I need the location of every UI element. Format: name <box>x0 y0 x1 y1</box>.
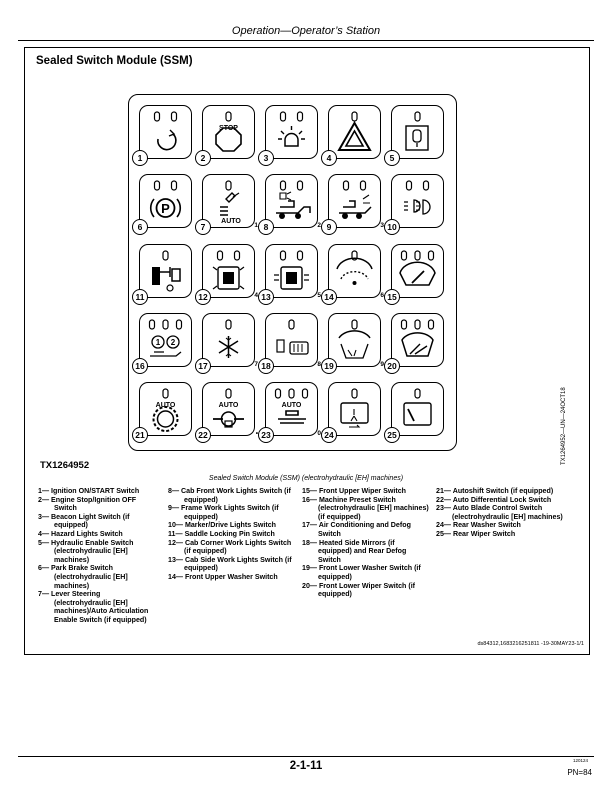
switch-number: 21 <box>132 427 148 443</box>
legend-item: 16— Machine Preset Switch (electrohydraulic [EH] machines) (if equipped) <box>302 495 429 521</box>
section-title: Sealed Switch Module (SSM) <box>36 55 193 67</box>
switch-position-number: 2 <box>317 222 321 229</box>
switch-4[interactable] <box>326 105 381 163</box>
svg-text:P: P <box>161 201 170 216</box>
switch-19[interactable] <box>324 313 384 371</box>
front-upper-wiper-icon <box>392 245 443 297</box>
legend-item: 21— Autoshift Switch (if equipped) <box>436 487 554 495</box>
legend-item: 13— Cab Side Work Lights Switch (if equipped) <box>168 555 292 573</box>
legend-column-2 <box>168 487 296 582</box>
switch-number: 5 <box>384 150 400 166</box>
legend-column-1 <box>38 487 158 625</box>
switch-15[interactable] <box>387 244 444 302</box>
switch-number: 11 <box>132 289 148 305</box>
legend-item: 3— Beacon Light Switch (if equipped) <box>38 512 130 530</box>
switch-position-number: 8 <box>317 361 321 368</box>
air-conditioning-icon <box>203 314 254 366</box>
switch-10[interactable] <box>387 174 444 232</box>
switch-11[interactable] <box>135 244 192 302</box>
document-reference: ds84312,1683216251811 -19-30MAY23-1/1 <box>477 641 584 647</box>
switch-position-number: 9 <box>380 361 384 368</box>
stop-icon <box>203 106 254 158</box>
cab-side-light-icon <box>266 245 317 297</box>
switch-number: 4 <box>321 150 337 166</box>
legend-item: 6— Park Brake Switch (electrohydraulic [EH] machines) <box>38 564 128 590</box>
legend-item: 14— Front Upper Washer Switch <box>168 572 278 581</box>
svg-text:2: 2 <box>170 338 176 347</box>
header-rule <box>18 40 594 41</box>
heated-mirror-defog-icon <box>266 314 317 366</box>
switch-number: 10 <box>384 219 400 235</box>
footer-rule <box>18 756 594 757</box>
page-number: 2-1-11 <box>289 760 323 772</box>
switch-1[interactable] <box>137 105 192 163</box>
legend-item: 1— Ignition ON/START Switch <box>38 487 140 495</box>
figure-side-label: TX1264952—UN—24OCT18 <box>561 387 567 465</box>
front-lower-washer-icon <box>329 314 380 366</box>
legend-item: 7— Lever Steering (electrohydraulic [EH] machines)/Auto Articulation Enable Switch (if equipped) <box>38 590 149 624</box>
legend-item: 24— Rear Washer Switch <box>436 521 521 530</box>
switch-position-number: 6 <box>380 292 384 299</box>
park-brake-icon <box>140 175 191 227</box>
switch-position-number: 5 <box>317 292 321 299</box>
part-number: PN=84 <box>567 768 592 777</box>
legend-item: 9— Frame Work Lights Switch (if equipped) <box>168 504 279 521</box>
legend-item: 10— Marker/Drive Lights Switch <box>168 521 277 530</box>
switch-2[interactable] <box>200 105 255 163</box>
power-arrow-icon <box>140 106 191 158</box>
legend-item: 15— Front Upper Wiper Switch <box>302 487 406 495</box>
switch-24[interactable] <box>324 382 381 440</box>
switch-number: 1 <box>132 150 148 166</box>
legend-item: 20— Front Lower Wiper Switch (if equipped) <box>302 581 416 599</box>
footer-date: 120124 <box>572 758 588 763</box>
switch-14[interactable] <box>324 244 384 302</box>
front-lower-wiper-icon <box>392 314 443 366</box>
switch-21[interactable] <box>135 382 192 440</box>
switch-16[interactable] <box>135 313 192 371</box>
switch-position-number: 0 <box>317 430 321 437</box>
differential-lock-icon <box>203 383 254 435</box>
switch-number: 15 <box>384 289 400 305</box>
legend-item: 23— Auto Blade Control Switch (electrohydraulic [EH] machines) <box>436 504 563 521</box>
rear-washer-icon <box>329 383 380 435</box>
switch-6[interactable] <box>137 174 192 232</box>
legend-item: 22— Auto Differential Lock Switch <box>436 495 552 504</box>
marker-drive-light-icon <box>392 175 443 227</box>
switch-7[interactable] <box>200 174 258 232</box>
legend-item: 25— Rear Wiper Switch <box>436 529 516 538</box>
machine-preset-icon <box>140 314 191 366</box>
switch-number: 23 <box>258 427 274 443</box>
switch-13[interactable] <box>261 244 321 302</box>
switch-22-text: AUTO <box>218 402 239 409</box>
legend-item: 5— Hydraulic Enable Switch (electrohydraulic [EH] machines) <box>38 538 134 564</box>
switch-position-number: • <box>255 430 258 437</box>
legend-item: 17— Air Conditioning and Defog Switch <box>302 521 411 538</box>
legend-item: 12— Cab Corner Work Lights Switch (if equipped) <box>168 538 292 556</box>
legend-item: 2— Engine Stop/Ignition OFF Switch <box>38 495 137 513</box>
legend-column-3 <box>302 487 430 599</box>
cab-front-work-light-icon <box>266 175 317 227</box>
switch-number: 14 <box>321 289 337 305</box>
switch-8[interactable] <box>263 174 321 232</box>
switch-number: 25 <box>384 427 400 443</box>
switch-12[interactable] <box>198 244 258 302</box>
switch-17[interactable] <box>198 313 258 371</box>
figure-id: TX1264952 <box>40 460 90 471</box>
lever-steering-icon <box>203 175 254 227</box>
svg-text:1: 1 <box>155 338 161 347</box>
switch-position-number: 3 <box>380 222 384 229</box>
saddle-lock-pin-icon <box>140 245 191 297</box>
switch-number: 12 <box>195 289 211 305</box>
switch-number: 6 <box>132 219 148 235</box>
switch-number: 24 <box>321 427 337 443</box>
figure-caption: Sealed Switch Module (SSM) (electrohydraulic [EH] machines) <box>208 475 404 482</box>
switch-9[interactable] <box>326 174 384 232</box>
legend-column-4 <box>436 487 580 539</box>
switch-position-number: 1 <box>254 222 258 229</box>
running-header: Operation—Operator’s Station <box>231 25 381 37</box>
switch-number: 13 <box>258 289 274 305</box>
front-upper-washer-icon <box>329 245 380 297</box>
hazard-triangle-icon <box>329 106 380 158</box>
switch-number: 20 <box>384 358 400 374</box>
switch-number: 19 <box>321 358 337 374</box>
legend-item: 19— Front Lower Washer Switch (if equipped) <box>302 564 421 581</box>
legend-item: 11— Saddle Locking Pin Switch <box>168 529 275 538</box>
switch-number: 8 <box>258 219 274 235</box>
switch-number: 17 <box>195 358 211 374</box>
switch-number: 3 <box>258 150 274 166</box>
switch-number: 2 <box>195 150 211 166</box>
hydraulic-enable-icon <box>392 106 443 158</box>
rear-wiper-icon <box>392 383 443 435</box>
switch-20[interactable] <box>387 313 444 371</box>
legend-item: 4— Hazard Lights Switch <box>38 529 123 538</box>
legend-item: 8— Cab Front Work Lights Switch (if equipped) <box>168 487 291 504</box>
switch-position-number: 4 <box>254 292 258 299</box>
switch-position-number: 7 <box>254 361 258 368</box>
cab-corner-light-icon <box>203 245 254 297</box>
switch-number: 9 <box>321 219 337 235</box>
auto-blade-icon <box>266 383 317 435</box>
switch-23-text: AUTO <box>281 402 302 409</box>
switch-21-text: AUTO <box>155 402 176 409</box>
switch-number: 16 <box>132 358 148 374</box>
switch-22[interactable] <box>198 382 258 440</box>
switch-2-text: STOP <box>219 125 238 132</box>
switch-module-panel <box>128 94 457 451</box>
switch-25[interactable] <box>387 382 444 440</box>
switch-number: 22 <box>195 427 211 443</box>
switch-3[interactable] <box>263 105 318 163</box>
beacon-light-icon <box>266 106 317 158</box>
switch-23[interactable] <box>261 382 321 440</box>
switch-number: 18 <box>258 358 274 374</box>
switch-5[interactable] <box>389 105 444 163</box>
switch-18[interactable] <box>261 313 321 371</box>
frame-work-light-icon <box>329 175 380 227</box>
legend-item: 18— Heated Side Mirrors (if equipped) and Rear Defog Switch <box>302 538 407 564</box>
switch-7-text: AUTO <box>221 218 241 225</box>
autoshift-icon <box>140 383 191 435</box>
switch-number: 7 <box>195 219 211 235</box>
